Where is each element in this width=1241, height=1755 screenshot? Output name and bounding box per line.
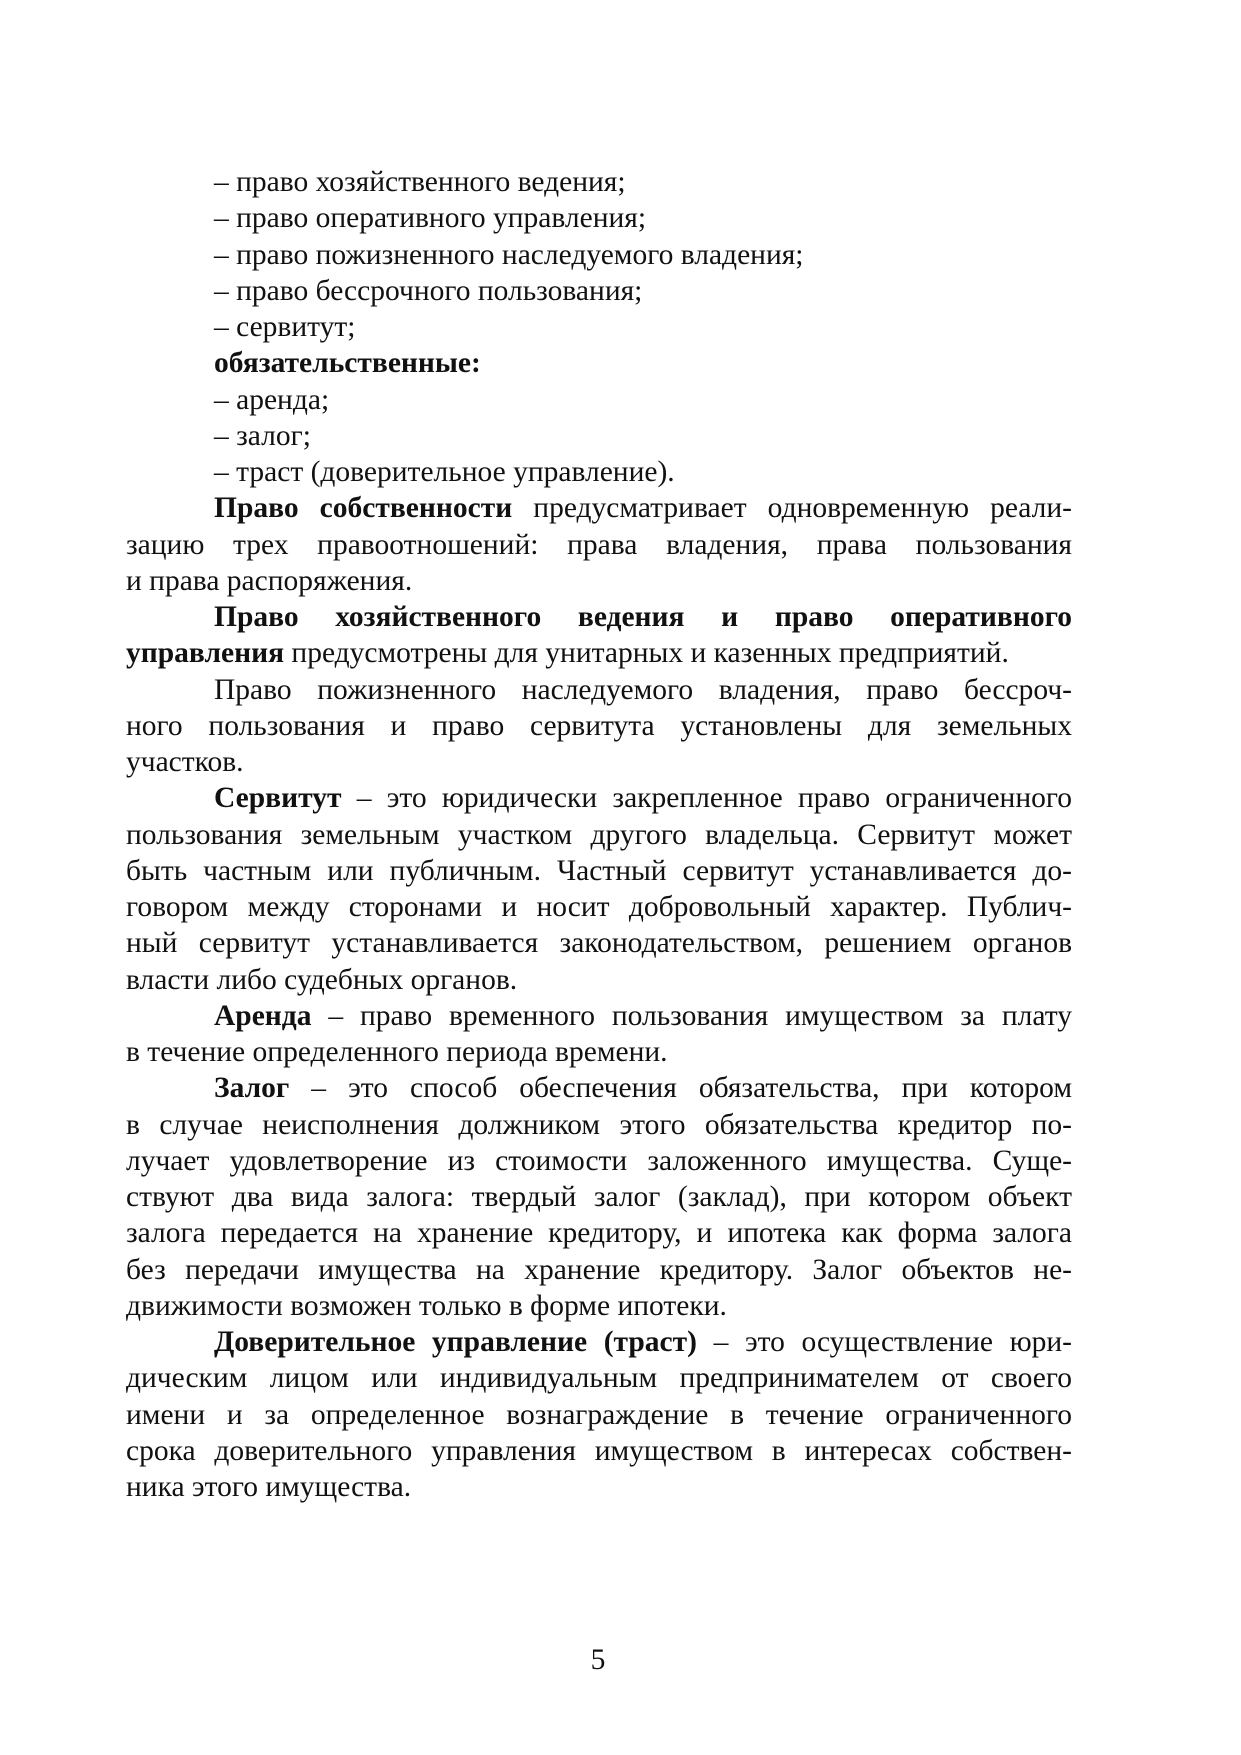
line-text: – право оперативного управления; (214, 202, 647, 235)
line-text: залога передается на хранение кредитору, и ипотека как форма залога (126, 1217, 1072, 1250)
line-text: в случае неисполнения должником этого обязательства кредитор по- (126, 1108, 1072, 1141)
line-text: – право хозяйственного ведения; (214, 166, 626, 198)
list-item (126, 200, 1072, 236)
paragraph-line (126, 780, 1072, 816)
line-text: движимости возможен только в форме ипотеки. (126, 1289, 727, 1322)
list-item (126, 164, 1072, 200)
line-text: без передачи имущества на хранение кредитору. Залог объектов не- (126, 1253, 1072, 1286)
list-heading (126, 345, 1072, 381)
rights-list (126, 164, 1072, 490)
page-number: 5 (590, 1644, 606, 1676)
line-text: ного пользования и право сервитута установлены для земельных (126, 709, 1072, 742)
line-text: – право временного пользования имуществом за плату (311, 999, 1072, 1032)
line-text: – траст (доверительное управление). (214, 456, 675, 488)
paragraph-line (126, 490, 1072, 526)
paragraphs (126, 490, 1072, 1505)
bold-term: Аренда (214, 999, 312, 1032)
paragraph-line (126, 1107, 1072, 1143)
line-text: имени и за определенное вознаграждение в течение ограниченного (126, 1398, 1072, 1431)
line-text: предусматривает одновременную реали- (512, 492, 1072, 525)
paragraph-line (126, 744, 1072, 780)
list-item (126, 237, 1072, 273)
page-body (126, 164, 1072, 1505)
paragraph-line (126, 1433, 1072, 1469)
paragraph-line (126, 635, 1072, 671)
bold-term: обязательственные: (214, 347, 481, 380)
paragraph-line (126, 599, 1072, 635)
line-text: – сервитут; (214, 311, 356, 343)
paragraph-line (126, 1397, 1072, 1433)
list-item (126, 382, 1072, 418)
line-text: – аренда; (214, 383, 330, 416)
paragraph-line (126, 817, 1072, 853)
paragraph-line (126, 1179, 1072, 1215)
paragraph-line (126, 1324, 1072, 1360)
paragraph-pravo-sobstvennosti (126, 490, 1072, 599)
paragraph-line (126, 1469, 1072, 1505)
bold-term: Право хозяйственного ведения и право оперативного (214, 601, 1072, 633)
paragraph-line (126, 1034, 1072, 1070)
line-text: ный сервитут устанавливается законодательством, решением органов (126, 927, 1072, 960)
paragraph-pravo-hozyaystvennogo-vedeniya (126, 599, 1072, 672)
paragraph-line (126, 708, 1072, 744)
paragraph-line (126, 1252, 1072, 1288)
line-text: – это способ обеспечения обязательства, при котором (289, 1072, 1072, 1105)
list-item (126, 273, 1072, 309)
paragraph-pravo-pozhiznennogo-vladeniya (126, 672, 1072, 781)
paragraph-line (126, 853, 1072, 889)
line-text: – это осуществление юри- (696, 1326, 1072, 1358)
line-text: лучает удовлетворение из стоимости заложенного имущества. Суще- (126, 1144, 1072, 1177)
paragraph-line (126, 1070, 1072, 1106)
bold-term: Право собственности (214, 492, 513, 525)
line-text: – это юридически закрепленное право ограниченного (341, 782, 1072, 815)
paragraph-line (126, 962, 1072, 998)
line-text: срока доверительного управления имуществом в интересах собствен- (126, 1434, 1072, 1467)
line-text: предусмотрены для унитарных и казенных предприятий. (284, 637, 1009, 670)
list-item (126, 454, 1072, 490)
line-text: – залог; (214, 419, 311, 452)
line-text: ника этого имущества. (126, 1471, 412, 1503)
paragraph-line (126, 1143, 1072, 1179)
line-text: власти либо судебных органов. (126, 963, 518, 996)
line-text: дическим лицом или индивидуальным предпринимателем от своего (126, 1362, 1072, 1395)
list-item (126, 418, 1072, 454)
line-text: зацию трех правоотношений: права владения, права пользования (126, 528, 1072, 561)
paragraph-line (126, 1360, 1072, 1396)
line-text: пользования земельным участком другого владельца. Сервитут может (126, 818, 1072, 851)
paragraph-line (126, 527, 1072, 563)
paragraph-line (126, 889, 1072, 925)
line-text: участков. (126, 746, 244, 778)
line-text: ствуют два вида залога: твердый залог (заклад), при котором объект (126, 1181, 1072, 1213)
bold-term: Сервитут (214, 782, 342, 815)
paragraph-line (126, 998, 1072, 1034)
bold-term: Залог (214, 1072, 290, 1105)
line-text: в течение определенного периода времени. (126, 1036, 668, 1068)
paragraph-line (126, 1215, 1072, 1251)
paragraph-line (126, 672, 1072, 708)
paragraph-arenda (126, 998, 1072, 1071)
paragraph-servitut (126, 780, 1072, 998)
paragraph-line (126, 1288, 1072, 1324)
paragraph-doveritelnoe-upravlenie (126, 1324, 1072, 1505)
line-text: – право бессрочного пользования; (214, 274, 643, 307)
line-text: Право пожизненного наследуемого владения, право бессроч- (214, 673, 1072, 706)
line-text: и права распоряжения. (126, 564, 413, 597)
line-text: быть частным или публичным. Частный сервитут устанавливается до- (126, 854, 1072, 887)
line-text: – право пожизненного наследуемого владения; (214, 238, 804, 271)
paragraph-line (126, 563, 1072, 599)
paragraph-zalog (126, 1070, 1072, 1324)
bold-term: управления (126, 637, 285, 670)
list-item (126, 309, 1072, 345)
bold-term: Доверительное управление (траст) (214, 1326, 697, 1358)
line-text: говором между сторонами и носит добровольный характер. Публич- (126, 891, 1072, 923)
paragraph-line (126, 925, 1072, 961)
